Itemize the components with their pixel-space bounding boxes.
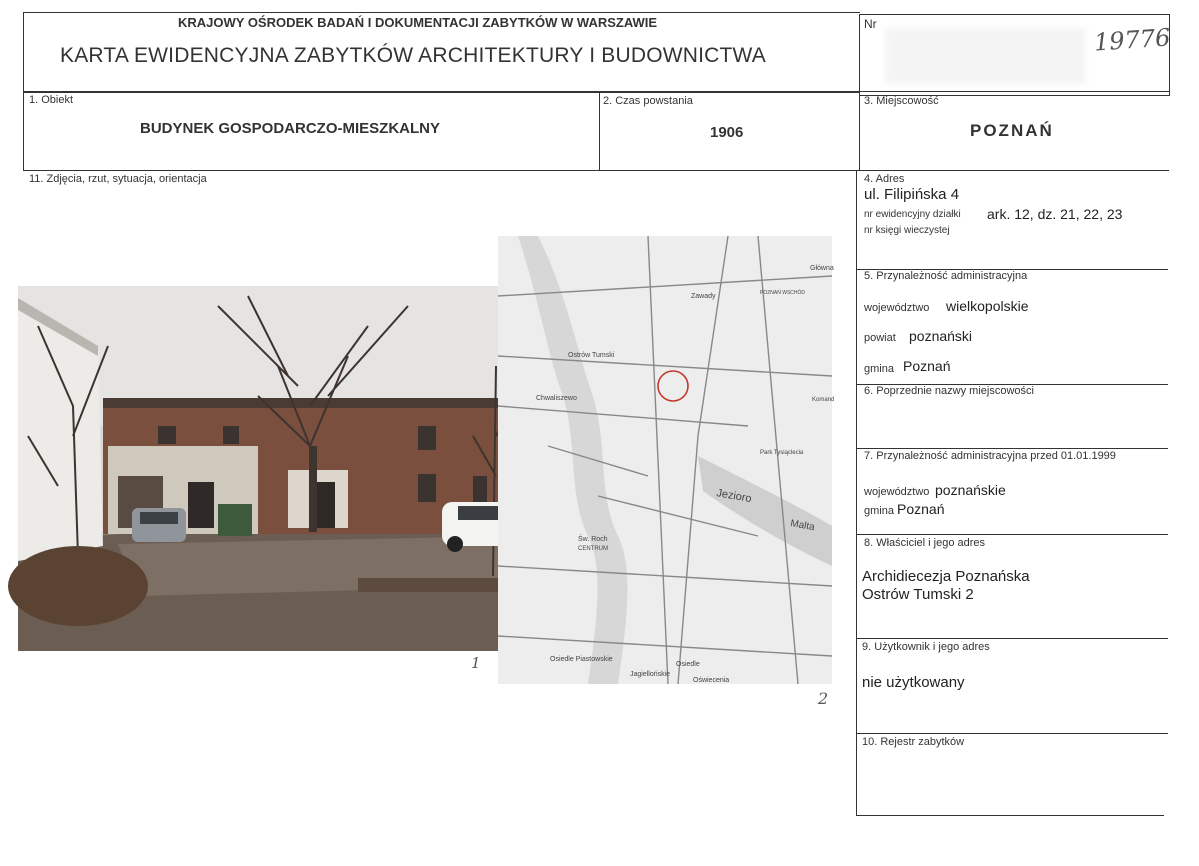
sep-9 — [856, 638, 1168, 639]
rejestr-label: 10. Rejestr zabytków — [862, 736, 965, 748]
czas-label: 2. Czas powstania — [603, 95, 693, 107]
map-label-glowna: Główna — [810, 265, 834, 272]
gmina-value: Poznań — [903, 358, 951, 374]
przynaleznosc-label: 5. Przynależność administracyjna — [864, 270, 1028, 282]
sep-bottom — [856, 815, 1164, 816]
sep-7 — [856, 448, 1168, 449]
building-photo — [18, 286, 528, 651]
map-label-ostrow: Ostrów Tumski — [568, 352, 615, 359]
dzialka-value: ark. 12, dz. 21, 22, 23 — [987, 206, 1123, 222]
row1-left — [23, 91, 24, 170]
czas-value: 1906 — [710, 124, 744, 141]
wlasciciel-label: 8. Właściciel i jego adres — [864, 537, 986, 549]
adres-label: 4. Adres — [864, 173, 905, 185]
map-label-zawady: Zawady — [691, 293, 716, 300]
map-number: 2 — [818, 689, 829, 708]
sep-10 — [856, 733, 1168, 734]
right-column-border — [856, 170, 857, 815]
map-label-oswiecenia: Oświecenia — [693, 677, 730, 684]
row1-bottom — [23, 170, 1169, 171]
map-label-centrum: CENTRUM — [578, 546, 608, 552]
poprzednie-label: 6. Poprzednie nazwy miejscowości — [864, 385, 1034, 397]
woj-1999-value: poznańskie — [935, 482, 1006, 498]
obiekt-label: 1. Obiekt — [29, 94, 74, 106]
obiekt-value: BUDYNEK GOSPODARCZO-MIESZKALNY — [140, 120, 441, 137]
woj-value: wielkopolskie — [946, 298, 1029, 314]
map-label-sw-roch: Św. Roch — [578, 536, 608, 543]
ksiega-label: nr księgi wieczystej — [864, 225, 950, 236]
city-map-drawing — [498, 236, 835, 684]
map-label-kemand: Komand — [812, 397, 835, 403]
adres-street: ul. Filipińska 4 — [864, 186, 960, 203]
gmina-label: gmina — [864, 363, 894, 375]
woj-1999-label: województwo — [864, 486, 930, 498]
miejscowosc-value: POZNAŃ — [970, 121, 1054, 140]
powiat-label: powiat — [864, 332, 896, 344]
nr-handwritten: 19776 — [1093, 23, 1172, 57]
przynaleznosc-1999-label: 7. Przynależność administracyjna przed 01.01.1999 — [864, 450, 1116, 462]
row1-div1 — [599, 91, 600, 170]
map-label-jezioro: Jezioro — [715, 487, 753, 506]
map-label-park: Park Tysiąclecia — [760, 450, 804, 456]
institution-name: KRAJOWY OŚRODEK BADAŃ I DOKUMENTACJI ZABYTKÓW W WARSZAWIE — [178, 15, 658, 30]
wlasciciel-line2: Ostrów Tumski 2 — [862, 586, 974, 603]
row1-div2 — [859, 91, 860, 170]
uzytkownik-value: nie użytkowany — [862, 674, 965, 691]
zdjecia-label: 11. Zdjęcia, rzut, sytuacja, orientacja — [29, 173, 207, 185]
uzytkownik-label: 9. Użytkownik i jego adres — [862, 641, 990, 653]
map-label-osiedle-piastowskie: Osiedle Piastowskie — [550, 656, 613, 663]
map-label-chwaliszewo: Chwaliszewo — [536, 395, 577, 402]
sep-8 — [856, 534, 1168, 535]
row1-top — [23, 91, 1169, 92]
wlasciciel-line1: Archidiecezja Poznańska — [862, 568, 1030, 585]
woj-label: województwo — [864, 302, 930, 314]
miejscowosc-label: 3. Miejscowość — [864, 95, 939, 107]
map-label-osiedle: Osiedle — [676, 661, 700, 668]
gmina-1999-value: Poznań — [897, 501, 945, 517]
nr-label: Nr — [864, 17, 877, 31]
building-photo-drawing — [18, 286, 528, 651]
dzialka-label: nr ewidencyjny działki — [864, 209, 961, 220]
nr-stamp-blur — [885, 28, 1085, 84]
city-map — [498, 236, 835, 684]
map-label-poznan-wschod: POZNAŃ WSCHÓD — [760, 290, 805, 296]
map-label-malta: Malta — [789, 518, 816, 534]
photo-number: 1 — [471, 654, 481, 672]
document-title: KARTA EWIDENCYJNA ZABYTKÓW ARCHITEKTURY I BUDOWNICTWA — [60, 44, 767, 67]
map-label-jagiellonskie: Jagiellońskie — [630, 671, 671, 678]
gmina-1999-label: gmina — [864, 505, 894, 517]
powiat-value: poznański — [909, 328, 973, 344]
